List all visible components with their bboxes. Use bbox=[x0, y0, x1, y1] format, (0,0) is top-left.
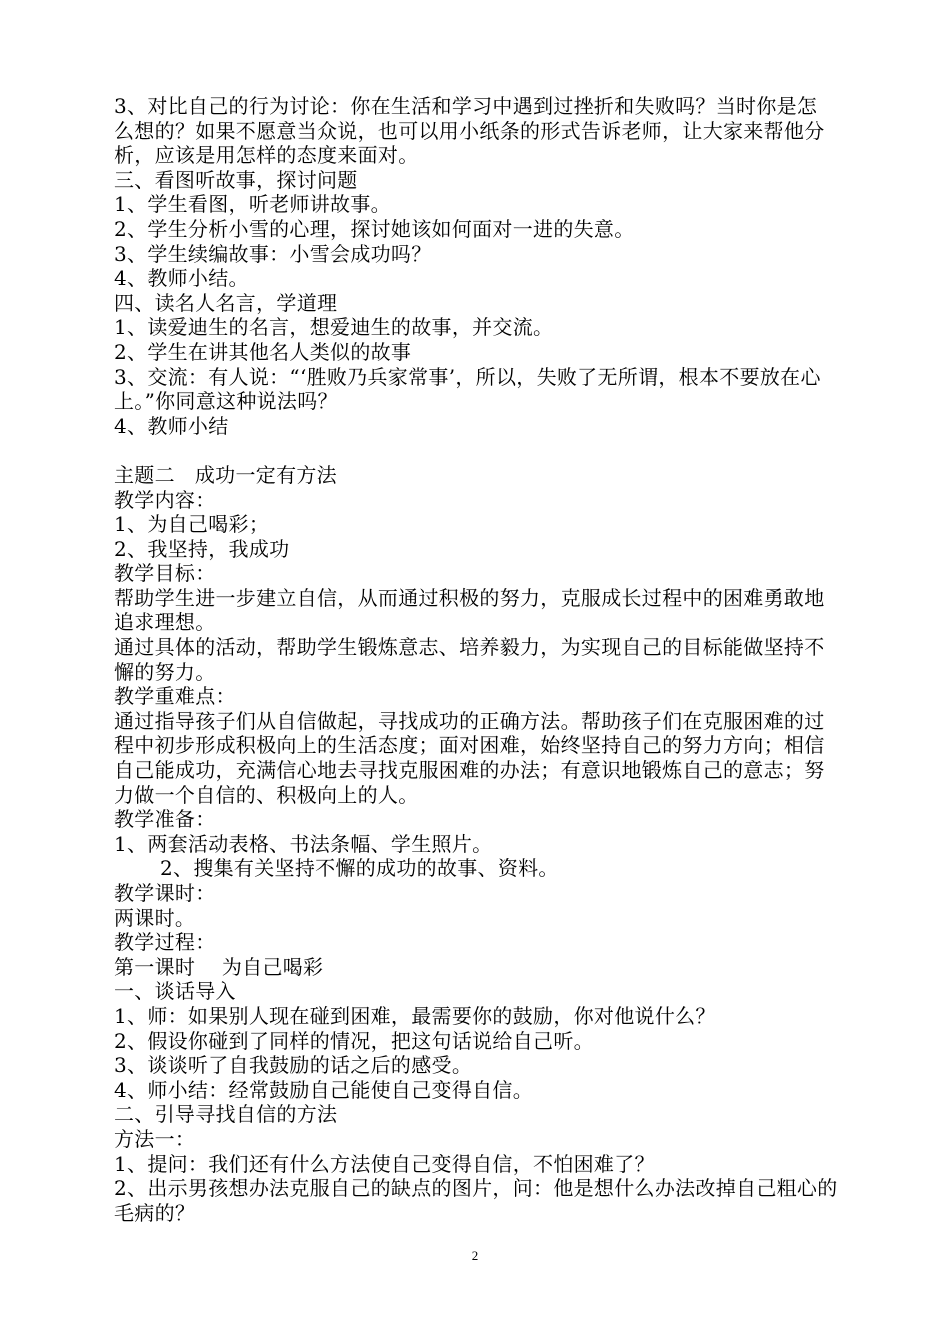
text-line: 懈的努力。 bbox=[114, 659, 216, 684]
page-number: 2 bbox=[471, 1248, 479, 1263]
section-label: 教学重难点： bbox=[114, 684, 236, 709]
text-line: 1、学生看图，听老师讲故事。 bbox=[114, 192, 391, 217]
text-line: 3、交流：有人说：“‘胜败乃兵家常事’，所以，失败了无所谓，根本不要放在心 bbox=[114, 364, 821, 389]
text-line: 么想的？如果不愿意当众说，也可以用小纸条的形式告诉老师，让大家来帮他分 bbox=[114, 118, 825, 143]
section-label: 教学过程： bbox=[114, 930, 216, 955]
lesson-heading: 第一课时 为自己喝彩 bbox=[114, 954, 324, 979]
text-line: 4、教师小结 bbox=[114, 413, 229, 438]
text-line: 1、提问：我们还有什么方法使自己变得自信，不怕困难了？ bbox=[114, 1151, 655, 1176]
section-heading: 三、看图听故事，探讨问题 bbox=[114, 167, 358, 192]
section-label: 教学目标： bbox=[114, 561, 216, 586]
text-line: 毛病的？ bbox=[114, 1200, 196, 1225]
text-line: 帮助学生进一步建立自信，从而通过积极的努力，克服成长过程中的困难勇敢地 bbox=[114, 585, 825, 610]
text-line: 3、学生续编故事：小雪会成功吗？ bbox=[114, 241, 432, 266]
text-line: 4、师小结：经常鼓励自己能使自己变得自信。 bbox=[114, 1077, 534, 1102]
topic-heading: 主题二 成功一定有方法 bbox=[114, 462, 337, 487]
text-line: 3、对比自己的行为讨论：你在生活和学习中遇到过挫折和失败吗？当时你是怎 bbox=[114, 94, 818, 118]
text-line: 两课时。 bbox=[114, 905, 196, 930]
text-line: 2、学生分析小雪的心理，探讨她该如何面对一进的失意。 bbox=[114, 216, 635, 241]
section-heading: 一、谈话导入 bbox=[114, 979, 236, 1004]
text-line: 2、学生在讲其他名人类似的故事 bbox=[114, 339, 412, 364]
text-line: 追求理想。 bbox=[114, 610, 216, 635]
text-line: 自己能成功，充满信心地去寻找克服困难的办法；有意识地锻炼自己的意志；努 bbox=[114, 758, 825, 783]
text-line: 2、搜集有关坚持不懈的成功的故事、资料。 bbox=[160, 856, 559, 881]
text-line: 1、读爱迪生的名言，想爱迪生的故事，并交流。 bbox=[114, 315, 554, 340]
text-line: 程中初步形成积极向上的生活态度；面对困难，始终坚持自己的努力方向；相信 bbox=[114, 733, 825, 758]
section-heading: 四、读名人名言，学道理 bbox=[114, 290, 338, 315]
blank-line bbox=[114, 438, 884, 463]
section-label: 教学课时： bbox=[114, 881, 216, 905]
text-line: 1、师：如果别人现在碰到困难，最需要你的鼓励，你对他说什么？ bbox=[114, 1003, 716, 1028]
text-line: 力做一个自信的、积极向上的人。 bbox=[114, 782, 419, 807]
text-line: 4、教师小结。 bbox=[114, 266, 249, 291]
text-line: 2、我坚持，我成功 bbox=[114, 536, 290, 561]
text-line: 2、假设你碰到了同样的情况，把这句话说给自己听。 bbox=[114, 1028, 594, 1053]
section-label: 方法一： bbox=[114, 1126, 196, 1151]
text-line: 1、为自己喝彩； bbox=[114, 512, 270, 537]
text-line: 上。”你同意这种说法吗？ bbox=[114, 389, 338, 414]
section-label: 教学内容： bbox=[114, 487, 216, 512]
text-line: 3、谈谈听了自我鼓励的话之后的感受。 bbox=[114, 1053, 473, 1078]
section-heading: 二、引导寻找自信的方法 bbox=[114, 1102, 338, 1127]
section-label: 教学准备： bbox=[114, 807, 216, 832]
text-line: 析，应该是用怎样的态度来面对。 bbox=[114, 143, 419, 168]
document-body bbox=[114, 94, 884, 1225]
text-line: 通过指导孩子们从自信做起，寻找成功的正确方法。帮助孩子们在克服困难的过 bbox=[114, 708, 825, 733]
text-line: 2、出示男孩想办法克服自己的缺点的图片，问：他是想什么办法改掉自己粗心的 bbox=[114, 1176, 838, 1201]
text-line: 1、两套活动表格、书法条幅、学生照片。 bbox=[114, 831, 493, 856]
text-line: 通过具体的活动，帮助学生锻炼意志、培养毅力，为实现自己的目标能做坚持不 bbox=[114, 635, 825, 660]
